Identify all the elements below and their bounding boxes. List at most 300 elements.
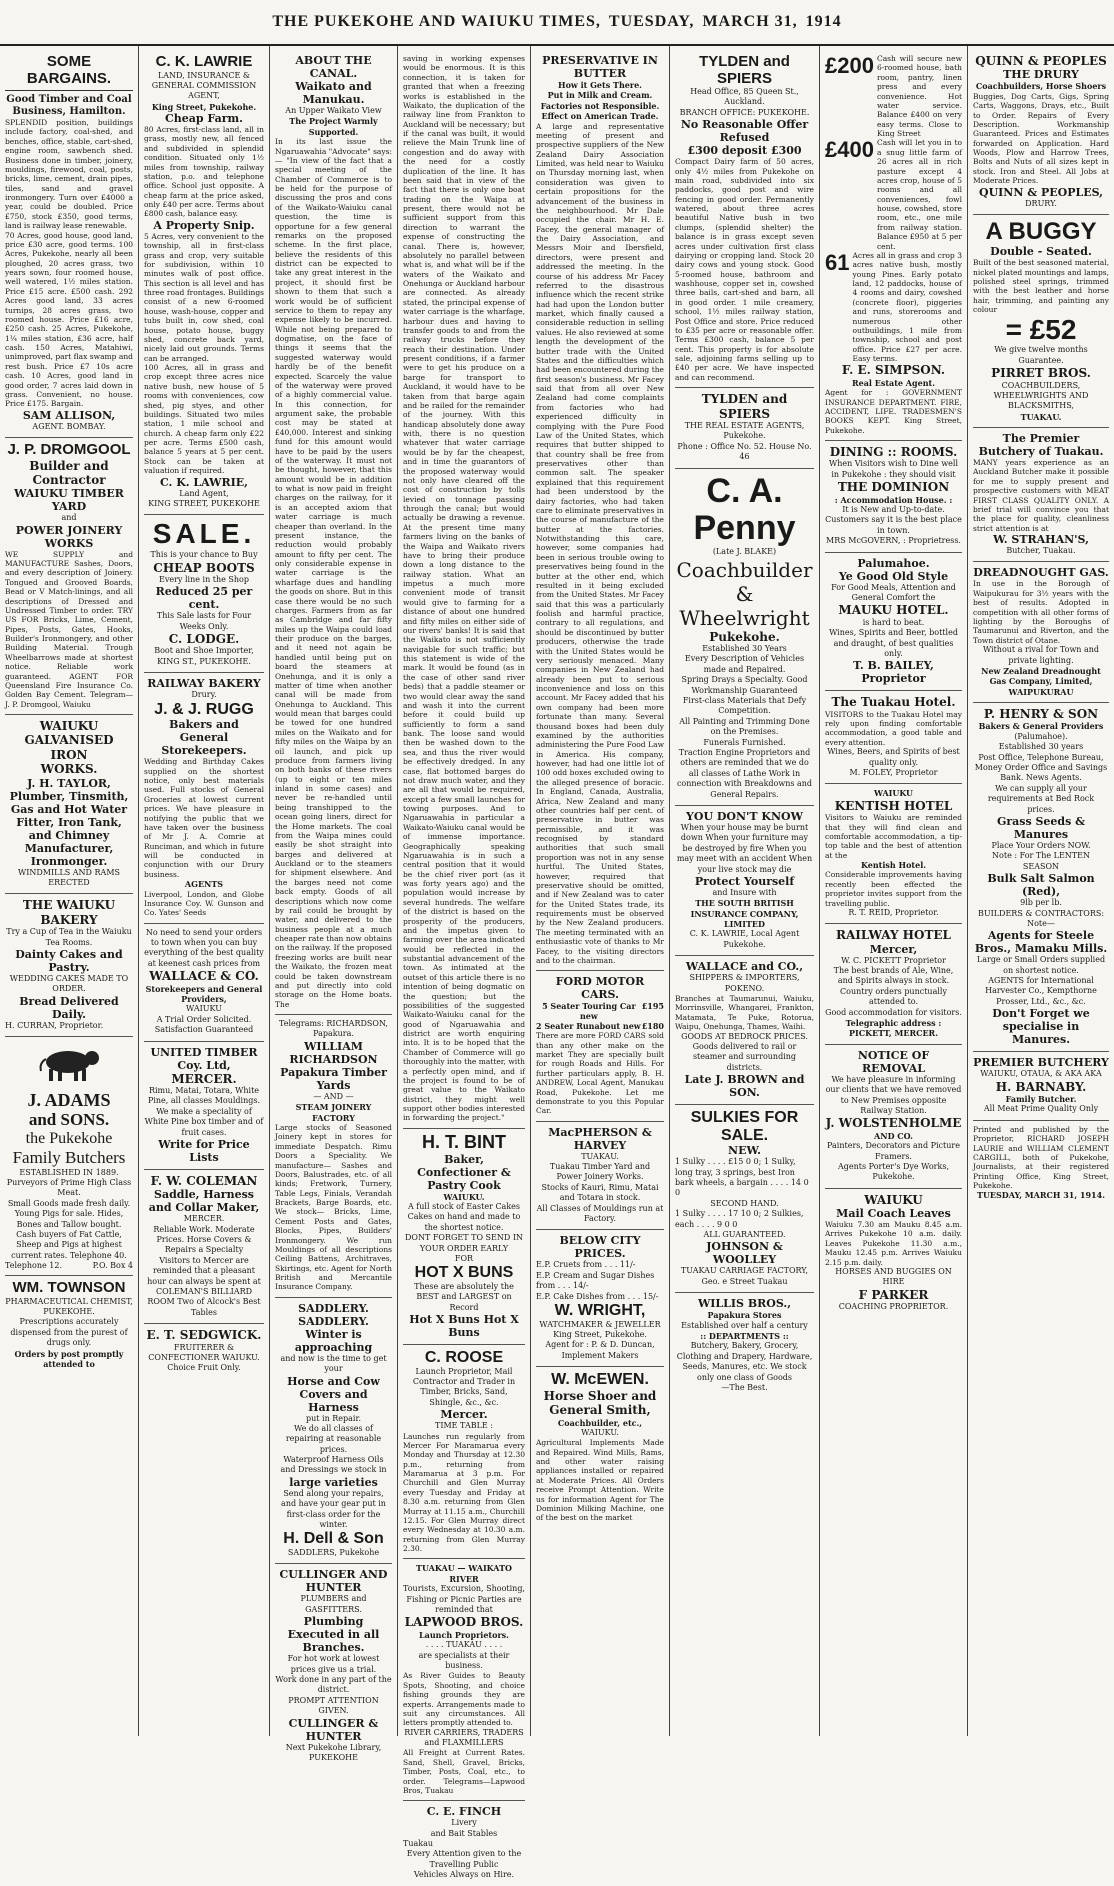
ad-text: Every line in the Shop (159, 574, 249, 584)
ad-proprietor: W. C. PICKETT Proprietor (841, 955, 946, 965)
ad-title: WILLIAM RICHARDSON (289, 1039, 378, 1066)
ad-title: Family Butchers (12, 1147, 126, 1167)
imprint-text: Printed and published by the Proprietor, RICHARD JOSEPH LAURIE and WILLIAM CLEMENT CARGILL, both of Pukekohe, Journalists, at their registered Printing Office, King Street, Pukekohe. (973, 1124, 1109, 1191)
ad-text: put in Repair. (306, 1413, 361, 1423)
article-subhead: An Upper Waikato View (285, 106, 382, 115)
ad-title: MAUKU HOTEL. (838, 603, 949, 618)
ad-address: Boot and Shoe Importer, KING ST., PUKEKOHE. (154, 646, 254, 666)
ad-title: RAILWAY HOTEL (836, 928, 951, 943)
ad-address: King Street, Pukekohe. (151, 101, 257, 112)
article-canal (275, 50, 392, 1015)
ad-heading: THE SOUTH BRITISH INSURANCE COMPANY, LIMITED (690, 898, 799, 930)
ad-telegraphic: Telegraphic address : PICKETT, MERCER. (845, 1018, 942, 1039)
ad-title: LAPWOOD BROS. (404, 1615, 524, 1630)
ad-subtitle: Real Estate Agent. (852, 377, 935, 388)
ad-wallace-pokeno (675, 956, 814, 1105)
ad-heading: :: DEPARTMENTS :: (700, 1330, 789, 1341)
ad-subtitle: Papakura Timber Yards (280, 1065, 387, 1092)
ad-text: and now is the time to get your (280, 1353, 387, 1374)
ad-text: Funerals Furnished. (703, 737, 786, 747)
ad-phone: Phone : Office No. 52. House No. 46 (677, 441, 812, 462)
ad-heading: TUAKAU — WAIKATO RIVER (415, 1563, 512, 1584)
ad-body: There are more FORD CARS sold than any other make on the market They are specially built for rough Roads and Hills. For further particulars apply, B. H. ANDREW, Local Agent, Manukau Road, Pukekohe. Let me demonstrate to you this Popular Car. (536, 1031, 664, 1116)
ad-heading: RIVER CARRIERS, TRADERS and FLAXMILLERS (404, 1727, 524, 1748)
ad-ford-motor-cars (536, 971, 664, 1121)
ad-title: The Premier Butchery of Tuakau. (978, 432, 1104, 459)
ad-text: Painters, Decorators and Picture Framers. (827, 1141, 960, 1161)
ad-buggy (973, 215, 1109, 428)
ad-macpherson-harvey (536, 1122, 664, 1231)
ad-address: Head Office, 85 Queen St., Auckland. (690, 87, 799, 107)
ad-text: — AND — (313, 1091, 354, 1101)
ad-advertiser: SAM ALLISON, (22, 408, 116, 422)
ad-text: Traction Engine Proprietors and others are reminded that we do all classes of Lathe Work in connection with Breakdowns and General Repairs. (676, 747, 813, 799)
ad-town: Mercer, (869, 942, 918, 956)
ad-heading: WAIUKU TIMBER YARD (14, 487, 124, 514)
ad-text: (Late J. BLAKE) (712, 547, 777, 557)
column-2 (139, 46, 270, 1736)
ad-text: We have pleasure in informing our clients that we have removed to New Premises opposite Railway Station. (825, 1074, 962, 1115)
bull-illustration (34, 1045, 104, 1083)
ad-text: Stocks of Kauri, Rimu, Matai and Totara in stock. (541, 1182, 659, 1203)
ad-body: Agent for : GOVERNMENT INSURANCE DEPARTMENT. FIRE, ACCIDENT, LIFE. TRADESMEN'S BOOKS KEPT. King Street, Pukekohe. (825, 388, 962, 435)
ad-strahan-butchery (973, 428, 1109, 562)
ad-text: Large or Small Orders supplied on shortest notice. (976, 955, 1106, 975)
ad-subtitle: Plumber, Tinsmith, Gas and Hot Water Fitter, Iron Tank, and Chimney Manufacturer, Ironmonger. (9, 789, 129, 868)
ad-lapwood-bros (403, 1559, 525, 1801)
ad-heading: AGENTS (184, 879, 224, 890)
ad-title: UNITED TIMBER Coy. Ltd, (150, 1045, 258, 1072)
ad-town: WAIUKU (39, 719, 99, 734)
ad-subtitle: LAND, INSURANCE & GENERAL COMMISSION AGENT, (151, 70, 257, 101)
ad-mail-coach (825, 1189, 962, 1318)
ad-town: TUAKAU. (581, 1151, 619, 1161)
masthead-day: TUESDAY, (608, 13, 695, 30)
ad-body: As River Guides to Beauty Spots, Shooting, and choice fishing grounds they are experts. Arrangements made to suit any circumstances. All letters promptly attended to. (403, 1671, 525, 1728)
ad-text: Wines, Beers, and Spirits of best quality only. (827, 747, 960, 767)
ad-town: DRURY. (1025, 198, 1057, 208)
ad-subtitle: Coachbuilder (676, 557, 813, 582)
ad-text: Livery (451, 1818, 477, 1828)
ad-subtitle: Storekeepers and General Providers, (145, 983, 263, 1004)
ad-heading: Write for Price Lists (158, 1137, 250, 1164)
ad-title: CULLINGER AND HUNTER (279, 1568, 388, 1595)
ad-text: are specialists at their business. (418, 1650, 510, 1670)
ad-body: Visitors to Waiuku are reminded that they will find clean and comfortable accommodation, a tip-top table and the best of attention at the (825, 813, 962, 860)
ad-heading: Cheap Farm. (165, 112, 243, 126)
ad-footer: Orders by post promptly attended to (14, 1348, 124, 1369)
ad-title: TYLDEN and SPIERS (699, 53, 790, 87)
ad-town: . . . . TUAKAU . . . . (425, 1640, 503, 1650)
ad-sale-lodge (144, 515, 264, 673)
ad-advertiser: Late J. BROWN and SON. (684, 1073, 805, 1100)
article-canal-continued (403, 50, 525, 1129)
article-subhead: Put in Milk and Cream. (547, 90, 653, 101)
ad-title: MacPHERSON & HARVEY (548, 1125, 652, 1152)
ad-price: £200 (825, 53, 874, 78)
ad-text: Small Goods made fresh daily. (7, 1198, 131, 1208)
ad-text: Agents Porter's Dye Works, Pukekohe. (838, 1161, 949, 1182)
ad-galvanised-iron (5, 715, 133, 894)
ad-subtitle: SHIPPERS & IMPORTERS, POKENO. (689, 973, 800, 993)
ad-price-line: E.P. Cream and Sugar Dishes from . . . 14/- (536, 1270, 655, 1291)
article-body: saving in working expenses would be enormous. It is this connection, it is taken for granted that when a freezing works is established in the Waikato, the duplication of the railway line from Frankton to Auckland will be necessary; but if the canal was built, it would relieve the Main Trunk line of congestion and do away with the need for a costly duplication of the line. It has been said that in view of the fact that there is only one boat trading on the Waipa at present, there would not be sufficient support from this direction to warrant the expense of constructing the canal. There is, however, absolutely no parallel between what is, and what will be if the waters of the Waikato and Onehunga or Auckland harbour are connected. As already stated, the principal expense of water carriage is the wharfage, harbour dues and having to transfer goods to and from the railway trucks before they reach their destination. Under present conditions, if a farmer were to get his produce on a barge for transport to Auckland, it would have to be taken from that barge again and be railed for the remainder of the journey. With this handicap absolutely done away with, there is no question whatever that water carriage would be by far the cheapest, and in time the guarantors of the proposed waterway would not only have cleared off the cost of construction by tolls levied on tonnage passing through the canal; but would actually be drawing a revenue. At the present time many farmers living on the banks of the Waipa and Waikato rivers have to bring their produce down a long distance to the railway station. What an impetus a much more convenient mode of transit would give to farming for a distance of about one hundred and fifty miles on either side of our rivers' banks! It is said that the Waikato is not sufficiently navigable for such traffic; but this statement is wide of the mark. It would be found (as in the case of other sand river beds) that a paddle steamer or two would clear away the sand and wash it into the current before it could build up sufficiently to form a sand bank. The loose sand would then be washed down to the sea, and thus the river would be effectively dredged. In any case, flat bottomed barges do not draw much water, and they are all that would be required, except a few small launches for towing purposes. And to Ngaruawahia in particular a Waikato-Waiuku canal would be of immense importance. Geographically speaking Ngaruawahia is in such a central position that it would be the chief river port (as it was forty years ago) and the population would increase by several hundreds. The welfare of the district is based on the prosperity of the producers, and the impetus given to farming over the area indicated would be reflected in the substantial advancement of the town. As intimated at the outset of this article there is no intention of being dogmatic on the question; but the possibilities of the suggested Waikato-Waiuku canal for the good of Ngaruawahia and district are worth enquiring into. It is to be hoped that the Chamber of Commerce will go thoroughly into the matter, with a perfectly open mind, and if the project is found to be of great value to the Waikato district, they might well support other bodies interested in forwarding the project." (403, 54, 525, 1123)
ad-item: 5 Seater Touring Car new (542, 1001, 636, 1022)
ad-some-bargains (5, 50, 133, 438)
ad-body: Agricultural Implements Made and Repaired. Wind Mills, Rams, and other water raising appliances installed or repaired at Moderate Prices. All Orders receive Prompt Attention. Write us for information Agent for The Dominion Milking Machine, one of the best on the market (536, 1438, 664, 1523)
ad-address: KING STREET, PUKEKOHE (148, 498, 260, 508)
masthead-title: THE PUKEKOHE AND WAIUKU TIMES, (272, 13, 601, 30)
ad-body: Considerable improvements having recently been effected the proprietor invites support from the travelling public. (825, 870, 962, 908)
ad-subtitle: & Wheelwright (679, 581, 810, 630)
ad-text: Spring Drays a Specialty. Good Workmanship Guaranteed (681, 675, 808, 695)
ad-title: The Tuakau Hotel. (831, 695, 956, 710)
ad-heading: £300 deposit £300 (687, 144, 802, 158)
ad-role: Land Agent, (179, 488, 229, 498)
ad-price: £180 (641, 1021, 664, 1032)
ad-heading: Grass Seeds & Manures (996, 814, 1086, 841)
ad-title: FORD MOTOR CARS. (555, 975, 645, 1002)
ad-subtitle: Double - Seated. (990, 245, 1092, 259)
ad-mcewen-smith (536, 1367, 664, 1528)
ad-title: WORKS. (40, 762, 98, 777)
ad-text: AGENTS for International Harvester Co., Kempthorne Prosser, Ltd., &c., &c. (985, 976, 1097, 1006)
ad-town: WAIUKU (864, 1192, 923, 1207)
ad-subtitle: COACHBUILDERS, WHEELWRIGHTS AND BLACKSMITHS, (993, 380, 1089, 411)
ad-saddlery (275, 1298, 392, 1565)
ad-adams-butchers (5, 1037, 133, 1276)
article-body: In its last issue the Ngaruawahia "Advocate" says:— "In view of the fact that a special meeting of the Chamber of Commerce is to be held for the purpose of discussing the pros and cons of the Waikato-Waiuku canal question, the time is opportune for a few general remarks on the proposed scheme. In the first place, believe the residents of this district can be expected to take any great interest in the project, it should first be shown to them that such a work would be of sufficient service to them to repay any expense likely to be incurred. While not being prepared to dogmatise, on the face of things it seems that the suggested waterway would hardly be of the benefit expected. Scarcely the value of the waterway were proved of a highly commercial value. In this connection, for argument sake, the probable cost may be stated at £40,000. Interest and sinking fund for this amount would have to be paid by the users of the waterway. It must not be thought, however, that this amount would be in addition to what is now paid in freight charges on the railway, for it is an accepted axiom that water carriage is much cheaper than overland. In the present instance, the reduction would probably amount to fifty per cent. The only considerable expense in water carriage is the wharfage dues and handling the goods on shore. But in this case there would be no such charges. Farmers from as far as Cambridge and far fifty miles up the Waipa could load their produce on the barges, and it need not again be handled until being put on board the steamers at Onehunga, and it is only a matter of time when another canal will be made from Onehunga to Auckland. This would mean that barges could be towed for one hundred miles on the Waikato and for fifty miles on the Waipa by an oil launch, and pick up produce from farmers living on both banks of these rivers (up to eight or ten miles inland in some cases) and never be re-handled until being transhipped to the ocean going liners, direct for the Home markets. The coal from the Waipa mines could easily be shot straight into barges and delivered at Auckland or to the steamers for shipment elsewhere. And the barges need not come back empty. Goods of all descriptions which now come by rail could be brought by water, and delivered to the business people at a much cheaper rate than now obtains on the railway. If the proposed freezing works are built near the Waikato, the frozen meat could be taken downstream and put directly into cold storage on the Home boats. The (275, 137, 393, 1009)
ad-advertiser: QUINN & PEOPLES, (978, 185, 1104, 199)
ad-established: Established 30 years (998, 742, 1084, 752)
ad-subtitle: Family Butcher. (1005, 1094, 1077, 1105)
ad-heading: Kentish Hotel. (860, 860, 927, 870)
imprint-date: TUESDAY, MARCH 31, 1914. (977, 1190, 1105, 1201)
ad-text: A Trial Order Solicited. Satisfaction Guaranteed (154, 1014, 254, 1035)
ad-dromgool (5, 438, 133, 715)
ad-town: WAIUKU (186, 1004, 222, 1014)
ad-text: Rimu, Matai, Totara, White Pine, all classes Mouldings. (147, 1085, 261, 1106)
masthead-date: MARCH 31, (702, 13, 798, 30)
ad-body: All Freight at Current Rates. Sand, Shell, Gravel, Bricks, Timber, Posts, Coal, etc., to order. Telegrams—Lapwood Bros, Tuakau (403, 1748, 525, 1795)
ad-town: WAIUKU (873, 788, 914, 799)
ad-price: £195 (641, 1001, 664, 1012)
ad-heading: SECOND HAND. (710, 1198, 779, 1208)
ad-heading: TIME TABLE : (434, 1421, 493, 1431)
ad-title: WM. TOWNSON (12, 1279, 126, 1297)
ad-title: C. E. FINCH (426, 1805, 502, 1819)
price-rule-left-icon: = (1005, 313, 1030, 345)
ad-text: Agent for : P. & D. Duncan, Implement Makers (545, 1340, 655, 1360)
ad-text: For Good Meals, Attention and General Comfort the (831, 582, 956, 602)
ad-title: KENTISH HOTEL (834, 798, 953, 813)
column-3 (270, 46, 398, 1762)
ad-text: Every Description of Vehicles made and Repaired. (684, 654, 805, 674)
ad-price: £400 (825, 137, 874, 163)
ad-body: Compact Dairy farm of 50 acres, only 4½ miles from Pukekohe on main road, subdivided into six paddocks, good post and wire fencing in good order. Permanently watered, about three acres beautiful Native bush in two clumps, (splendid shelter) the balance is in grass except seven acres under cultivation first class dairying or cropping land. Stock 20 dairy cows and young stock. Good 5-roomed house, bathroom and washhouse, copper set in, cowshed three bails, cart-shed and barn, all in good order. 1 mile creamery, school, 1½ miles railway station, Post Office and store. Price reduced to £35 per acre or reasonable offer. Terms £300 cash, balance 5 per cent. This property is for absolute sale, adjoining farms selling up to £40 per acre. We have inspected and can recommend. (675, 157, 814, 382)
ad-text: The best brands of Ale, Wine, and Spirits always in stock. (833, 966, 954, 986)
ad-title: SADDLERY. SADDLERY. (298, 1301, 369, 1328)
ad-heading: Winter is approaching (294, 1327, 373, 1354)
ad-bint-baker (403, 1129, 525, 1345)
ad-title: J. & J. RUGG (154, 700, 254, 718)
ad-advertiser: H. BARNABY. (995, 1079, 1087, 1094)
ad-text: Tourists, Excursion, Shooting, Fishing or Picnic Parties are reminded that (403, 1584, 525, 1615)
ad-town: Drury. (191, 690, 217, 700)
ad-lawrie-land (144, 50, 264, 515)
ad-subtitle: Bakers & General Providers (978, 721, 1104, 732)
ad-text: All Classes of Mouldings run at Factory. (536, 1203, 664, 1224)
ad-title: E. T. SEDGWICK. (146, 1328, 262, 1343)
ad-text: —The Best. (721, 1382, 768, 1392)
ad-title: and SONS. (28, 1109, 110, 1129)
ad-title: F. W. COLEMAN (150, 1173, 258, 1188)
ad-text: BUILDERS & CONTRACTORS: (977, 908, 1105, 918)
ad-town: WAIUKU. (581, 1427, 619, 1437)
ad-location: AGENT. BOMBAY. (32, 421, 106, 431)
ad-text: All Painting and Trimming Done on the Premises. (679, 716, 810, 737)
ad-town: Mercer. (440, 1408, 488, 1422)
ad-advertiser: JOHNSON & WOOLLEY (706, 1240, 783, 1267)
ad-heading: HOT X BUNS (414, 1264, 514, 1282)
ad-title: PREMIER BUTCHERY (973, 1056, 1109, 1070)
ad-dominion-dining (825, 441, 962, 553)
ad-coleman (144, 1170, 264, 1324)
ad-title: TYLDEN and SPIERS (701, 392, 788, 421)
ad-body: In use in the Borough of Waipukurau for 3½ years with the best of results. Adopted in competition with all other forms of lighting by the Boroughs of Taumarunui and Riverton, and the Town district of Otane. (973, 579, 1109, 645)
ad-title: SOME BARGAINS. (26, 53, 112, 87)
ad-body: WE SUPPLY and MANUFACTURE Sashes, Doors, and every description of Joinery. Tongued and Grooved Boards, Bead or V Match-linings, and all descriptions of Dressed and Undressed Timber to order. TRY US FOR Bricks, Lime, Cement, Pipes, Posts, Gates, Hooks, Builder's Ironmongery, and other Building Material. Trough Wheelbarrows made at shortest notice. Reliable work guaranteed. AGENT FOR Queensland Fire Insurance Co. Golden Bay Cement. Telegram—J. P. Dromgool, Waiuku (5, 549, 133, 709)
ad-agent: C. K. LAWRIE, Local Agent Pukekohe. (689, 929, 800, 949)
ad-text: Waterproof Harness Oils and Dressings we stock in (280, 1455, 387, 1475)
ad-rugg-bakery (144, 673, 264, 923)
ad-text: Every Attention given to the Travelling Public (406, 1849, 522, 1869)
ad-text: Without a rival for Town and private lighting. (982, 645, 1100, 665)
ad-price-line: 1 Sulky . . . . 17 10 0; 2 Sulkies, each . . . . 9 0 0 (675, 1209, 804, 1229)
ad-price-line: 1 Sulky . . . . £15 0 0; 1 Sulky, long tray, 3 springs, best Iron bark wheels, a bargain . . . . 14 0 0 (675, 1157, 809, 1198)
ad-text: For hot work at lowest prices give us a trial. (287, 1654, 380, 1674)
ad-willis-bros (675, 1293, 814, 1398)
ad-title: A BUGGY (985, 217, 1097, 245)
ad-price-line: E.P. Cake Dishes from . . . 15/- (536, 1291, 659, 1301)
ad-advertiser: New Zealand Dreadnought Gas Company, Limited, (981, 665, 1101, 687)
article-subhead: Waikato and Manukau. (295, 80, 372, 106)
ad-heading: Agents for Steele Bros., Mamaku Mills. (974, 929, 1108, 956)
ad-title: THE DOMINION (837, 480, 950, 495)
ad-text: Work done in any part of the district. (275, 1674, 392, 1695)
masthead-year: 1914 (805, 13, 842, 30)
ad-text: is hard to beat. (862, 617, 925, 627)
ad-body: Wedding and Birthday Cakes supplied on the shortest notice, only best materials used. Full stocks of General Groceries at lowest current prices. We have pleasure in notifying the public that we have taken over the business of Mr J. A. Comrie at Runciman, and which in future will be conducted in conjunction with our Drury business. (144, 757, 264, 879)
ad-established: Established over half a century (681, 1320, 808, 1330)
ad-po-box: P.O. Box 4 (92, 1261, 133, 1271)
ad-united-timber (144, 1042, 264, 1170)
ad-text: Vehicles Always on Hire. (413, 1870, 515, 1880)
article-butter (536, 50, 664, 971)
ad-text: DONT FORGET TO SEND IN YOUR ORDER EARLY (405, 1233, 523, 1253)
ad-body: 5 Acres, very convenient to the township, all in first-class grass and crop, very suitable for subdivision, within 10 minutes walk of post office. This section is all level and has three road frontages. Buildings consist of a new 6-roomed house, wash-house, copper and tubs built in, cow shed, coal house, potato house, buggy shed, concrete back yard, nicely laid out grounds. Terms can be arranged. (144, 231, 264, 363)
ad-heading: No Reasonable Offer Refused (680, 118, 809, 145)
ad-town: TUAKAU. (1020, 411, 1062, 422)
ad-heading: STEAM JOINERY FACTORY (295, 1102, 372, 1123)
ad-subtitle: PLUMBERS and GASFITTERS. (300, 1594, 367, 1614)
ad-wright-jeweller (536, 1230, 664, 1367)
ad-text: PROMPT ATTENTION GIVEN. (288, 1695, 379, 1716)
masthead (0, 0, 1114, 46)
ad-advertiser: J. WOLSTENHOLME (825, 1116, 962, 1131)
ad-text: Cash buyers of Fat Cattle, Sheep and Pigs at highest current rates. Telephone 40. (11, 1229, 127, 1260)
ad-town: Palumahoe. (857, 556, 930, 570)
ad-town: Tuakau (403, 1839, 434, 1849)
ad-henry-son (973, 703, 1109, 1052)
ad-finch-stables (403, 1801, 525, 1885)
ad-title: C. A. Penny (693, 471, 796, 547)
ad-text: WEDDING CAKES MADE TO ORDER. (9, 973, 129, 994)
ad-text: and Bait Stables (430, 1828, 498, 1838)
ad-text: This Sale lasts for Four Weeks Only. (156, 611, 252, 631)
ad-text: Young Pigs for sale. Hides, Bones and Tallow bought. (14, 1209, 124, 1229)
ad-text: Reliable Work. Moderate Prices. Horse Covers & Repairs a Specialty (153, 1224, 255, 1255)
ad-body: Large stocks of Seasoned Joinery kept in stores for immediate Despatch. Rimu Doors a Speciality. We manufacture— Sashes and Doors, Balustrades, etc. of all kinds; Fretwork, Turnery, Table Legs, Finials, Verandah Brackets, Barge Boards, etc. We stock— Bricks, Lime, Cement Posts and Gates, Blocks, Pipes, Builders' Ironmongery. We run Mouldings of all descriptions Ceiling Battens, Architraves, Skirtings, etc. Agent for North British and Mercantile Insurance Company. (275, 1123, 392, 1292)
ad-title: SULKIES FOR SALE. (690, 1109, 799, 1144)
ad-subtitle: Papakura Stores (707, 1310, 782, 1321)
ad-telephone: Telephone 12. (5, 1261, 62, 1271)
ad-advertiser: W. STRAHAN'S, (993, 533, 1089, 547)
ad-established: Established 30 Years (702, 644, 787, 654)
ad-proprietor: H. CURRAN, Proprietor. (5, 1020, 104, 1030)
ad-heading: Protect Yourself (694, 874, 795, 888)
ad-address: SADDLERS, Pukekohe (287, 1548, 380, 1558)
ad-body: SPLENDID position, buildings include factory, coal-shed, and benches, office, stable, cart-shed, engine room, sawbench shed. Business done in timber, joinery, mouldings, firewood, coal, posts, bricks, lime, cement, drain pipes, tiles, sand and gravel ironmongery. Turn over £4000 a year, could be doubled. Price £750, stock £350, good terms, land is railway lease renewable. (5, 118, 133, 231)
ad-subtitle: Good Timber and Coal Business, Hamilton. (6, 94, 132, 117)
ad-item: 2 Seater Runabout new (536, 1021, 641, 1032)
ad-text: and (61, 513, 77, 523)
ad-subtitle: PHARMACEUTICAL CHEMIST, PUKEKOHE. (5, 1296, 133, 1317)
ad-sedgwick (144, 1324, 264, 1379)
ad-title: J. P. DROMGOOL (7, 441, 131, 459)
ad-title: THE WAIUKU BAKERY (22, 898, 116, 927)
article-subhead: Effect on American Trade. (541, 111, 659, 122)
ad-proprietor: R. T. REID, Proprietor. (848, 907, 939, 917)
ad-text: We can supply all your requirements at Bed Rock prices. (987, 783, 1095, 814)
ad-advertiser: H. Dell & Son (283, 1530, 384, 1548)
ad-subtitle: Bakers and General Storekeepers. (161, 718, 247, 758)
ad-railway-hotel (825, 924, 962, 1045)
ad-penny-coachbuilder (675, 469, 814, 806)
ad-text: First-class Materials that Defy Competition. (682, 696, 807, 716)
article-headline: ABOUT THE CANAL. (295, 54, 372, 80)
ad-title: GALVANISED IRON (24, 733, 114, 762)
ad-body: Liverpool, London, and Globe Insurance Coy. W. Gunson and Co. Yates' Seeds (144, 889, 264, 918)
ad-text: We make a speciality of White Pine box timber and of fruit cases. (144, 1106, 264, 1137)
ad-text: Visitors to Mercer are reminded that a pleasant hour can always be spent at COLEMAN'S BILLIARD ROOM Two of Alcock's Best Tables (147, 1255, 261, 1317)
ad-mauku-hotel (825, 553, 962, 692)
ad-subtitle: Coachbuilder, etc., (557, 1417, 643, 1428)
ad-proprietor: T. B. BAILEY, Proprietor (853, 659, 934, 686)
ad-richardson (275, 1015, 392, 1298)
ad-address: TUAKAU CARRIAGE FACTORY, Geo. e Street Tuakau (680, 1266, 809, 1286)
ad-premier-butchery (973, 1052, 1109, 1121)
ad-waiuku-bakery (5, 894, 133, 1037)
ad-text: These are absolutely the BEST and LARGEST on Record (414, 1281, 514, 1312)
column-6 (670, 46, 820, 1736)
ad-title: WILLIS BROS., (697, 1297, 792, 1311)
article-subhead: Factories not Responsible. (540, 100, 660, 111)
ad-subtitle: Coachbuilders, Horse Shoers (975, 81, 1107, 92)
ad-title: H. T. BINT (422, 1131, 506, 1152)
ad-body: Acres all in grass and crop 3 acres native bush, mostly young Pines. Early potato land, 12 paddocks, house of 4 rooms and dairy, cowshed (concrete floor), piggeries and runs, storerooms and numerous other outbuildings, 1 mile from township, school and post office. Price £27 per acre. Easy terms. (852, 250, 962, 363)
ad-title: W. McEWEN. (551, 1371, 649, 1389)
ad-text: GOODS AT BEDROCK PRICES. (681, 1031, 808, 1041)
column-5 (531, 46, 670, 1736)
ad-heading: Dainty Cakes and Pastry. (15, 947, 123, 974)
ad-heading: CHEAP BOOTS (153, 560, 255, 575)
ad-body: 100 Acres, all in grass and crop except three acres nice native bush, new house of 5 rooms with conveniences, cow shed, pig styes, and other buildings. Situated two miles station, 1 mile school and church. A cheap farm only £22 per acre. Terms £500 cash, balance 5 years at 5 per cent. Stock can be taken at valuation if required. (144, 363, 264, 476)
article-subhead: The Project Warmly Supported. (289, 116, 378, 137)
ad-text: Butchery, Bakery, Grocery, Clothing and Drapery, Hardware, Seeds, Manures, etc. We stock only one class of Goods (676, 1341, 813, 1382)
ad-heading: A Property Snip. (153, 218, 255, 232)
ad-title: C. K. LAWRIE (155, 53, 253, 70)
ad-text: Send along your repairs, and have your gear put in first-class order for the winter. (281, 1488, 386, 1530)
ad-text: ALL GUARANTEED. (703, 1230, 786, 1239)
ad-title: BELOW CITY PRICES. (559, 1234, 641, 1261)
ad-address: King Street, Pukekohe. (553, 1329, 647, 1339)
ad-cullinger-hunter (275, 1564, 392, 1768)
ad-text: No need to send your orders to town when you can buy everything of the best quality at keenest cash prices from (144, 927, 264, 968)
ad-title: WALLACE & CO. (149, 969, 259, 984)
ad-text: We do all classes of repairing at reasonable prices. (285, 1423, 382, 1454)
ad-text: HORSES AND BUGGIES ON HIRE (835, 1266, 952, 1287)
ad-town: Pukekohe. (709, 629, 780, 644)
ad-heading: NEW. (728, 1144, 761, 1158)
ad-text: Try a Cup of Tea in the Waiuku Tea Rooms. (6, 927, 132, 947)
ad-title: Mail Coach Leaves (836, 1207, 951, 1221)
ad-text: This is your chance to Buy (150, 550, 258, 560)
ad-text: Prescriptions accurately dispensed from the purest of drugs only. (10, 1317, 128, 1348)
ad-body: Cash will let you in to a snug little farm of 26 acres all in rich pasture except 4 acres crop, house of 5 rooms and all conveniences, fowl house, cowshed, store room, etc., one mile from railway station. Balance £950 at 5 per cent. (876, 138, 962, 251)
ad-body: MANY years experience as an Auckland Butcher make it possible for me to supply present and prospective customers with MEAT FIRST CLASS QUALITY ONLY. A brief trial will convince you that the place for quality, cleanliness strict attention is at (973, 458, 1109, 533)
ad-advertiser: CULLINGER & HUNTER (288, 1716, 379, 1743)
ad-price-line: E.P. Cruets from . . . 11/- (536, 1260, 636, 1270)
ad-advertiser: C. LODGE. (168, 632, 240, 647)
ad-title: the Pukekohe (25, 1129, 113, 1147)
ad-advertiser: J. H. TAYLOR, (27, 776, 111, 790)
ad-subtitle: THE DRURY (1003, 68, 1079, 82)
ad-text: A full stock of Easter Cakes Cakes on hand and made to the shortest notice. (407, 1201, 521, 1232)
ad-title: J. ADAMS (27, 1090, 111, 1111)
ad-subtitle: AND CO. (874, 1130, 913, 1141)
ad-subtitle: Builder and Contractor (29, 458, 109, 487)
ad-wolstenholme (825, 1045, 962, 1189)
ad-price: 9lb per lb. (1020, 898, 1062, 908)
column-1 (0, 46, 139, 1736)
ad-text: Goods delivered to rail or steamer and surrounding districts. (692, 1041, 797, 1072)
ad-heading: Bread Delivered Daily. (19, 994, 119, 1021)
ad-simpson-farms (825, 50, 962, 441)
ad-address: Next Pukekohe Library, PUKEKOHE (285, 1742, 382, 1762)
ad-subtitle: COACHING PROPRIETOR. (838, 1302, 949, 1312)
ad-title: SALE. (152, 518, 256, 550)
ad-title: DREADNOUGHT GAS. (973, 566, 1109, 580)
ad-heading: Ye Good Old Style (838, 569, 949, 583)
ad-subtitle: Horse Shoer and General Smith, (543, 1388, 657, 1418)
ad-text: Tuakau Timber Yard and Power Joinery Works. (549, 1162, 651, 1182)
ad-quinn-peoples (973, 50, 1109, 215)
ad-subtitle: Baker, Confectioner & Pastry Cook (417, 1152, 511, 1192)
ad-subtitle: Butcher, Tuakau. (1006, 546, 1076, 556)
ad-advertiser: PIRRET BROS. (991, 366, 1091, 381)
ad-tylden-spiers-2 (675, 388, 814, 468)
